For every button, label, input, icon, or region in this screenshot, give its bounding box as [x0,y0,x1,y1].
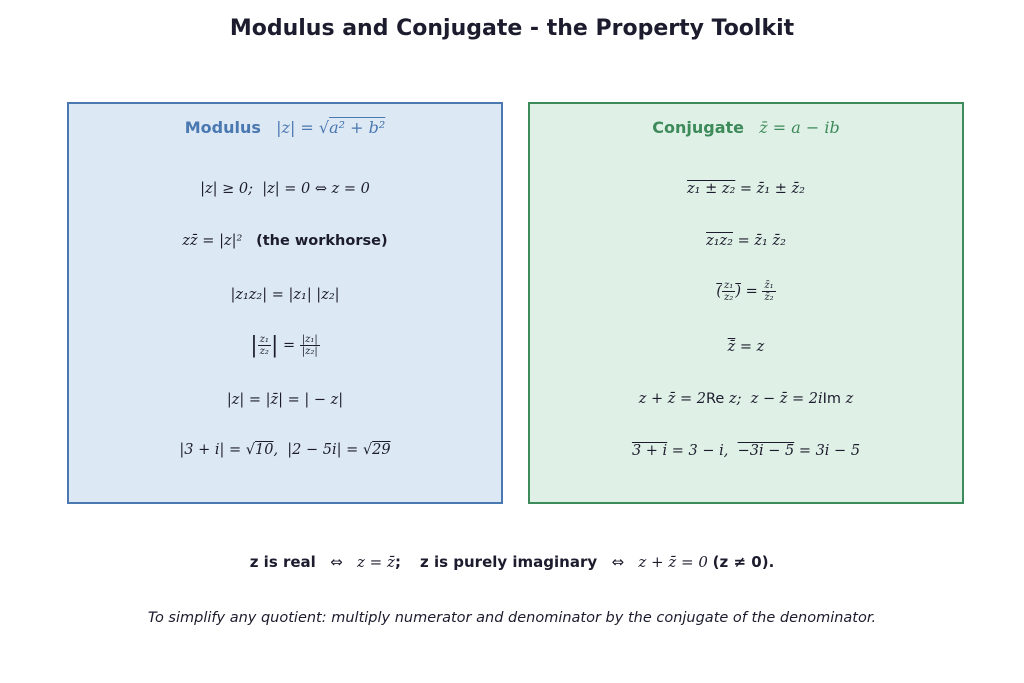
modulus-heading-label: Modulus [184,118,261,137]
modulus-definition: |z| = √a² + b² [276,118,386,137]
conjugate-heading [530,118,962,137]
modulus-row-quotient: | $\frac{\text{z₁}}{\text{z₂}}$ | = $\frac{\text{|z₁|}}{\text{|z₂|}}$ [250,332,318,358]
workhorse-note: (the workhorse) [256,233,388,249]
modulus-row-symmetry: |z| = |z̄| = | − z| [226,392,344,408]
modulus-panel [67,102,503,504]
conjugate-heading-label: Conjugate [652,118,744,137]
modulus-row-product: |z₁z₂| = |z₁| |z₂| [230,287,340,303]
conjugate-row-examples: 3 + i = 3 − i, −3i − 5 = 3i − 5 [631,443,861,459]
nonzero-condition: (z ≠ 0). [712,553,775,571]
conjugate-row-re-im: z + z̄ = 2Re z; z − z̄ = 2iIm z [638,391,854,407]
modulus-row-nonneg: |z| ≥ 0; |z| = 0 ⇔ z = 0 [200,181,370,197]
conjugate-definition: z̄ = a − ib [759,118,840,137]
page-title: Modulus and Conjugate - the Property Toolkit [229,16,795,41]
modulus-row-examples: |3 + i| = √10, |2 − 5i| = √29 [179,442,391,458]
real-imaginary-criteria: z is real ⇔ z = z̄; z is purely imaginary ⇔ z + z̄ = 0 (z ≠ 0). [249,553,775,571]
conjugate-row-quotient: ( $\frac{\text{z₁}}{\text{z₂}}$ ) = $\frac{\text{z̄₁}}{\text{z̄₂}}$ [716,280,774,303]
modulus-row-workhorse: zz̄ = |z|² (the workhorse) [182,233,388,249]
modulus-heading [69,118,501,137]
real-label: z is real [249,553,316,571]
conjugate-panel [528,102,964,504]
quotient-tip: To simplify any quotient: multiply numerator and denominator by the conjugate of the denominator. [147,610,877,626]
conjugate-row-product: z₁z₂ = z̄₁ z̄₂ [706,233,786,249]
conjugate-row-involution: z̄ = z [727,339,765,355]
conjugate-row-sum: z₁ ± z₂ = z̄₁ ± z̄₂ [687,181,805,197]
imaginary-label: z is purely imaginary [420,553,598,571]
